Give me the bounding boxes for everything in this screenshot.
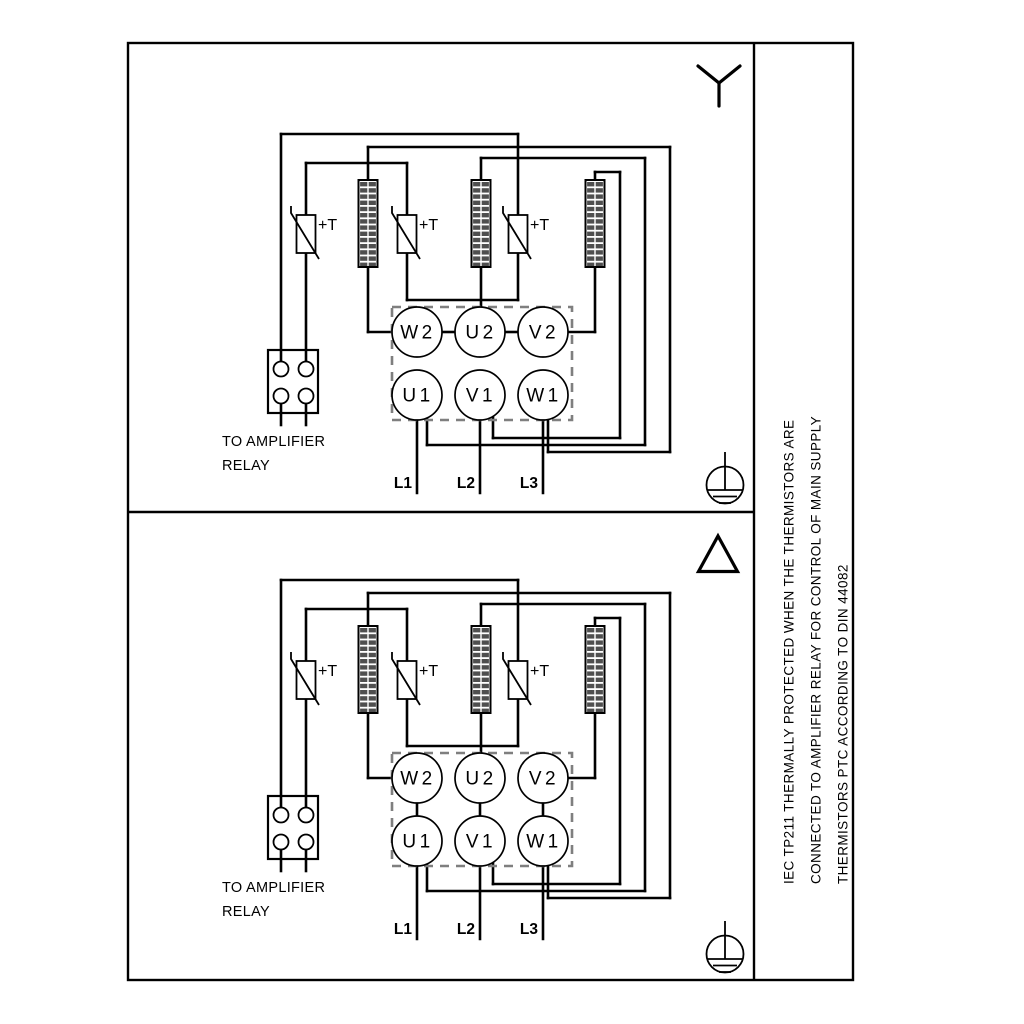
coil-lamination xyxy=(587,628,594,632)
terminal-label: U1 xyxy=(402,385,434,407)
coil-lamination xyxy=(587,665,594,669)
coil-lamination xyxy=(473,207,480,211)
coil-lamination xyxy=(369,665,376,669)
coil-lamination xyxy=(482,213,489,217)
coil-lamination xyxy=(369,207,376,211)
terminal-label: V1 xyxy=(465,831,497,853)
coil-lamination xyxy=(369,702,376,706)
coil-lamination xyxy=(360,647,367,651)
coil-lamination xyxy=(482,244,489,248)
coil-lamination xyxy=(473,640,480,644)
coil-lamination xyxy=(596,640,603,644)
coil-lamination xyxy=(473,634,480,638)
coil-lamination xyxy=(587,696,594,700)
coil-lamination xyxy=(360,201,367,205)
coil-lamination xyxy=(482,201,489,205)
winding-coil xyxy=(586,626,605,713)
coil-lamination xyxy=(482,647,489,651)
mains-label-l1: L1 xyxy=(393,921,412,938)
coil-lamination xyxy=(369,696,376,700)
relay-terminal xyxy=(274,389,289,404)
amplifier-relay-connector xyxy=(222,350,325,474)
winding-coil xyxy=(472,180,491,267)
coil-lamination xyxy=(360,225,367,229)
coil-lamination xyxy=(482,628,489,632)
coil-lamination xyxy=(369,225,376,229)
coil-lamination xyxy=(360,232,367,236)
coil-lamination xyxy=(369,244,376,248)
coil-lamination xyxy=(473,213,480,217)
coil-lamination xyxy=(596,665,603,669)
relay-terminal xyxy=(274,362,289,377)
coil-lamination xyxy=(473,188,480,192)
coil-lamination xyxy=(587,690,594,694)
coil-lamination xyxy=(360,238,367,242)
coil-lamination xyxy=(473,678,480,682)
protective-earth-icon xyxy=(707,921,744,973)
coil-lamination xyxy=(360,256,367,260)
coil-lamination xyxy=(360,640,367,644)
coil-lamination xyxy=(482,256,489,260)
coil-lamination xyxy=(587,182,594,186)
coil-lamination xyxy=(473,256,480,260)
relay-terminal xyxy=(299,808,314,823)
coil-lamination xyxy=(596,671,603,675)
coil-lamination xyxy=(587,640,594,644)
winding-coil xyxy=(472,626,491,713)
coil-lamination xyxy=(369,201,376,205)
coil-lamination xyxy=(596,653,603,657)
coil-lamination xyxy=(473,201,480,205)
relay-terminal xyxy=(274,808,289,823)
thermistor-label: +T xyxy=(318,663,338,680)
coil-lamination xyxy=(360,194,367,198)
terminal-label: V2 xyxy=(528,768,560,790)
coil-lamination xyxy=(587,702,594,706)
coil-lamination xyxy=(360,634,367,638)
protective-earth-icon xyxy=(707,452,744,504)
coil-lamination xyxy=(369,232,376,236)
coil-lamination xyxy=(596,219,603,223)
thermistor-label: +T xyxy=(419,663,439,680)
coil-lamination xyxy=(482,207,489,211)
coil-lamination xyxy=(369,678,376,682)
coil-lamination xyxy=(369,256,376,260)
coil-lamination xyxy=(596,194,603,198)
coil-lamination xyxy=(360,188,367,192)
coil-lamination xyxy=(473,647,480,651)
winding-coil xyxy=(359,626,378,713)
winding-coil xyxy=(359,180,378,267)
coil-lamination xyxy=(482,671,489,675)
coil-lamination xyxy=(360,696,367,700)
terminal-label: V2 xyxy=(528,322,560,344)
terminal-label: W1 xyxy=(526,831,562,853)
relay-caption-line1: TO AMPLIFIER xyxy=(222,434,326,450)
coil-lamination xyxy=(360,207,367,211)
coil-lamination xyxy=(587,684,594,688)
star-icon xyxy=(698,66,740,106)
coil-lamination xyxy=(360,665,367,669)
coil-lamination xyxy=(482,659,489,663)
thermistor-label: +T xyxy=(530,217,550,234)
coil-lamination xyxy=(482,219,489,223)
coil-lamination xyxy=(482,696,489,700)
terminal-label: V1 xyxy=(465,385,497,407)
coil-lamination xyxy=(360,250,367,254)
coil-lamination xyxy=(369,219,376,223)
coil-lamination xyxy=(473,684,480,688)
coil-lamination xyxy=(360,628,367,632)
coil-lamination xyxy=(473,665,480,669)
coil-lamination xyxy=(369,250,376,254)
coil-lamination xyxy=(473,628,480,632)
coil-lamination xyxy=(473,671,480,675)
terminal-label: U2 xyxy=(465,768,497,790)
coil-lamination xyxy=(473,653,480,657)
terminal-label: W2 xyxy=(400,768,436,790)
side-note-line1: IEC TP211 THERMALLY PROTECTED WHEN THE THERMISTORS ARE xyxy=(781,419,797,884)
mains-label-l3: L3 xyxy=(519,921,538,938)
coil-lamination xyxy=(587,194,594,198)
mains-label-l2: L2 xyxy=(456,921,475,938)
coil-lamination xyxy=(596,628,603,632)
coil-lamination xyxy=(482,634,489,638)
coil-lamination xyxy=(360,244,367,248)
coil-lamination xyxy=(482,653,489,657)
coil-lamination xyxy=(587,232,594,236)
coil-lamination xyxy=(360,653,367,657)
relay-terminal xyxy=(299,389,314,404)
coil-lamination xyxy=(482,188,489,192)
thermistor-label: +T xyxy=(530,663,550,680)
coil-lamination xyxy=(587,653,594,657)
coil-lamination xyxy=(587,207,594,211)
coil-lamination xyxy=(473,702,480,706)
coil-lamination xyxy=(596,684,603,688)
coil-lamination xyxy=(596,182,603,186)
coil-lamination xyxy=(369,628,376,632)
ptc-thermistor xyxy=(503,206,549,259)
coil-lamination xyxy=(596,702,603,706)
coil-lamination xyxy=(596,678,603,682)
coil-lamination xyxy=(587,647,594,651)
coil-lamination xyxy=(482,702,489,706)
ptc-thermistor xyxy=(392,206,438,259)
amplifier-relay-connector xyxy=(222,796,325,920)
coil-lamination xyxy=(473,219,480,223)
coil-lamination xyxy=(473,250,480,254)
coil-lamination xyxy=(369,690,376,694)
coil-lamination xyxy=(596,250,603,254)
relay-connector-box xyxy=(268,796,318,859)
star-arm xyxy=(698,66,719,83)
coil-lamination xyxy=(482,182,489,186)
star-connection-panel xyxy=(222,66,744,504)
mains-label-l1: L1 xyxy=(393,475,412,492)
mains-label-l3: L3 xyxy=(519,475,538,492)
coil-lamination xyxy=(369,213,376,217)
coil-lamination xyxy=(587,244,594,248)
terminal-label: U2 xyxy=(465,322,497,344)
coil-lamination xyxy=(596,188,603,192)
coil-lamination xyxy=(587,225,594,229)
coil-lamination xyxy=(360,213,367,217)
thermistor-label: +T xyxy=(318,217,338,234)
coil-lamination xyxy=(596,690,603,694)
coil-lamination xyxy=(369,188,376,192)
coil-lamination xyxy=(369,647,376,651)
coil-lamination xyxy=(596,201,603,205)
coil-lamination xyxy=(473,238,480,242)
coil-lamination xyxy=(482,232,489,236)
coil-lamination xyxy=(473,232,480,236)
coil-lamination xyxy=(596,659,603,663)
winding-coil xyxy=(586,180,605,267)
coil-lamination xyxy=(473,225,480,229)
relay-terminal xyxy=(299,835,314,850)
coil-lamination xyxy=(360,659,367,663)
terminal-block xyxy=(392,307,568,420)
ptc-thermistor xyxy=(392,652,438,705)
coil-lamination xyxy=(369,640,376,644)
coil-lamination xyxy=(587,201,594,205)
coil-lamination xyxy=(482,665,489,669)
coil-lamination xyxy=(482,194,489,198)
coil-lamination xyxy=(587,213,594,217)
coil-lamination xyxy=(596,225,603,229)
delta-connection-panel xyxy=(222,536,744,973)
terminal-label: W2 xyxy=(400,322,436,344)
delta-triangle xyxy=(699,536,738,572)
coil-lamination xyxy=(369,182,376,186)
coil-lamination xyxy=(360,219,367,223)
coil-lamination xyxy=(369,194,376,198)
coil-lamination xyxy=(473,194,480,198)
coil-lamination xyxy=(473,690,480,694)
terminal-label: W1 xyxy=(526,385,562,407)
delta-icon xyxy=(699,536,738,572)
coil-lamination xyxy=(473,182,480,186)
coil-lamination xyxy=(596,213,603,217)
relay-caption-line1: TO AMPLIFIER xyxy=(222,880,326,896)
coil-lamination xyxy=(587,659,594,663)
coil-lamination xyxy=(360,684,367,688)
coil-lamination xyxy=(369,684,376,688)
coil-lamination xyxy=(360,671,367,675)
side-note-line3: THERMISTORS PTC ACCORDING TO DIN 44082 xyxy=(835,564,851,884)
coil-lamination xyxy=(473,659,480,663)
side-note-line2: CONNECTED TO AMPLIFIER RELAY FOR CONTROL OF MAIN SUPPLY xyxy=(808,415,824,884)
coil-lamination xyxy=(369,634,376,638)
coil-lamination xyxy=(482,640,489,644)
ptc-thermistor xyxy=(291,206,337,259)
mains-label-l2: L2 xyxy=(456,475,475,492)
coil-lamination xyxy=(482,225,489,229)
coil-lamination xyxy=(482,690,489,694)
coil-lamination xyxy=(360,702,367,706)
coil-lamination xyxy=(587,250,594,254)
coil-lamination xyxy=(482,250,489,254)
ptc-thermistor xyxy=(503,652,549,705)
coil-lamination xyxy=(369,671,376,675)
coil-lamination xyxy=(360,678,367,682)
coil-lamination xyxy=(473,696,480,700)
coil-lamination xyxy=(369,653,376,657)
coil-lamination xyxy=(482,684,489,688)
side-note xyxy=(782,416,851,884)
coil-lamination xyxy=(369,659,376,663)
coil-lamination xyxy=(587,256,594,260)
star-arm xyxy=(719,66,740,83)
coil-lamination xyxy=(482,238,489,242)
coil-lamination xyxy=(587,219,594,223)
coil-lamination xyxy=(587,238,594,242)
relay-terminal xyxy=(299,362,314,377)
coil-lamination xyxy=(596,232,603,236)
coil-lamination xyxy=(596,238,603,242)
thermistor-label: +T xyxy=(419,217,439,234)
coil-lamination xyxy=(587,188,594,192)
relay-terminal xyxy=(274,835,289,850)
relay-caption-line2: RELAY xyxy=(222,458,270,474)
coil-lamination xyxy=(596,207,603,211)
coil-lamination xyxy=(587,634,594,638)
coil-lamination xyxy=(473,244,480,248)
coil-lamination xyxy=(596,647,603,651)
coil-lamination xyxy=(596,696,603,700)
coil-lamination xyxy=(587,671,594,675)
relay-connector-box xyxy=(268,350,318,413)
coil-lamination xyxy=(369,238,376,242)
coil-lamination xyxy=(360,182,367,186)
ptc-thermistor xyxy=(291,652,337,705)
coil-lamination xyxy=(596,634,603,638)
coil-lamination xyxy=(587,678,594,682)
coil-lamination xyxy=(482,678,489,682)
terminal-label: U1 xyxy=(402,831,434,853)
coil-lamination xyxy=(360,690,367,694)
coil-lamination xyxy=(596,244,603,248)
relay-caption-line2: RELAY xyxy=(222,904,270,920)
coil-lamination xyxy=(596,256,603,260)
